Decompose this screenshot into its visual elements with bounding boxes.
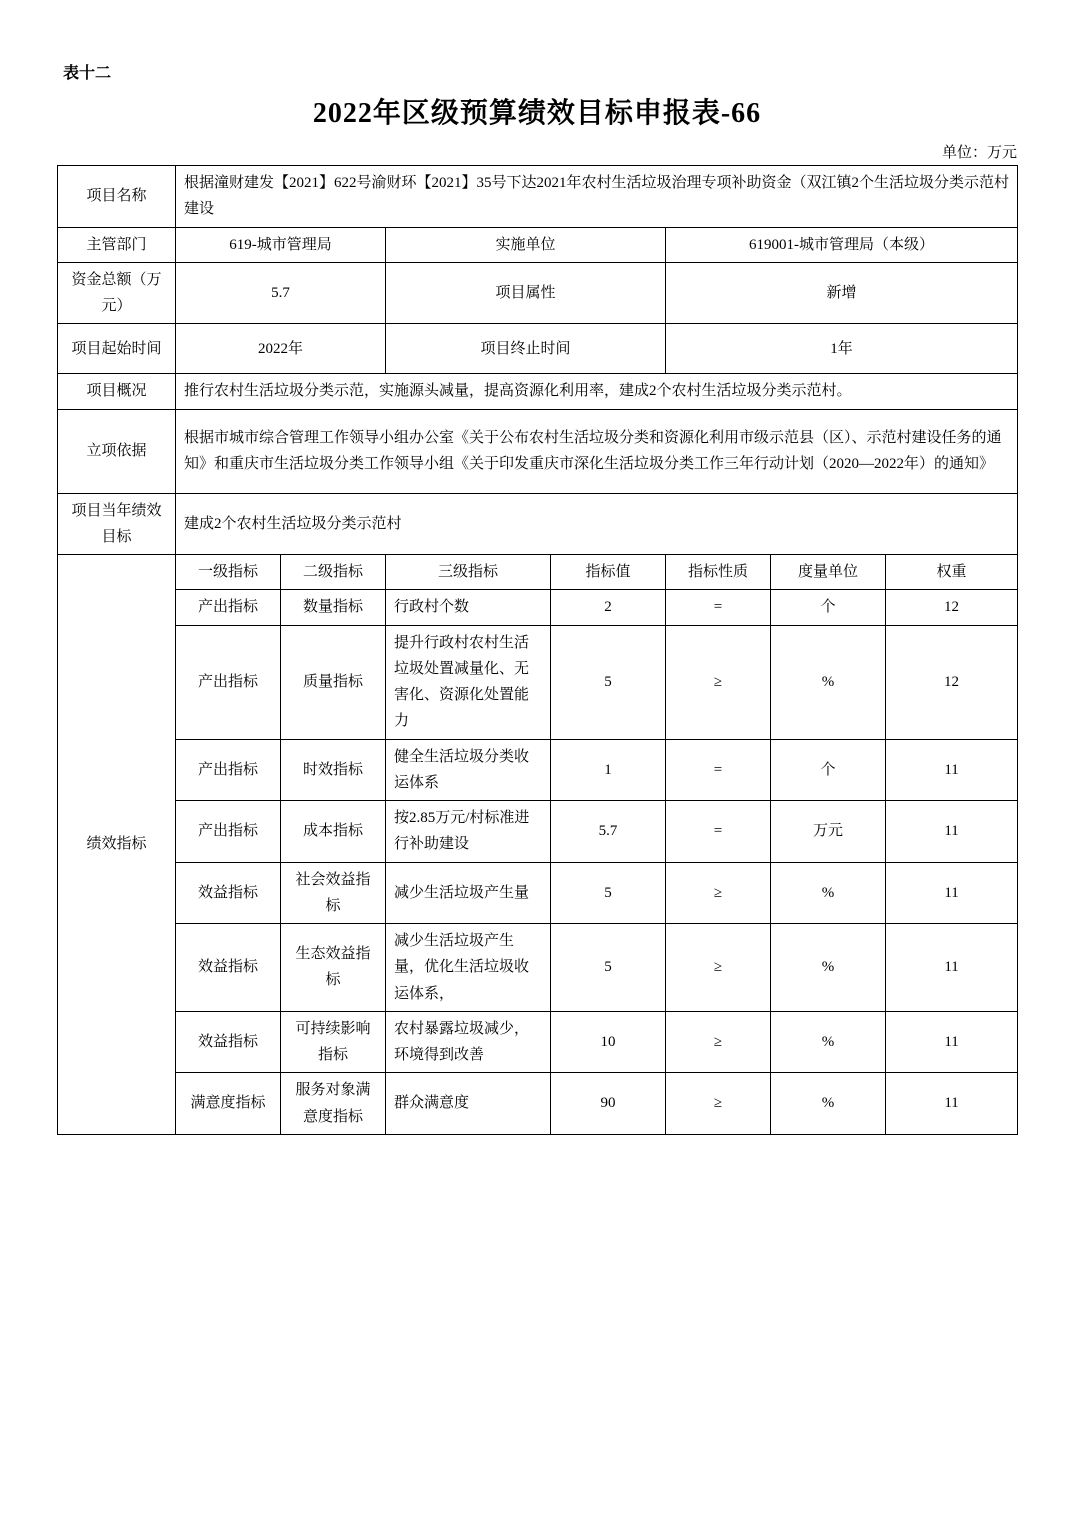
indicator-header-row [58, 555, 1018, 590]
field-value-end-time: 1年 [666, 324, 1018, 374]
indicator-cell-weight: 11 [886, 739, 1018, 801]
indicator-cell-level1: 效益指标 [176, 924, 281, 1012]
indicator-cell-unit: 个 [771, 739, 886, 801]
indicator-header-value: 指标值 [551, 555, 666, 590]
indicator-cell-value: 5 [551, 625, 666, 739]
field-label-project-name: 项目名称 [58, 166, 176, 228]
table-row [58, 324, 1018, 374]
indicator-cell-level3: 行政村个数 [386, 590, 551, 625]
field-label-amount: 资金总额（万元） [58, 262, 176, 324]
indicator-cell-value: 1 [551, 739, 666, 801]
indicator-cell-unit: 个 [771, 590, 886, 625]
indicator-cell-nature: = [666, 590, 771, 625]
field-label-overview: 项目概况 [58, 374, 176, 409]
indicator-cell-unit: % [771, 924, 886, 1012]
indicator-cell-level2: 生态效益指标 [281, 924, 386, 1012]
field-label-dept: 主管部门 [58, 227, 176, 262]
indicator-cell-level2: 可持续影响指标 [281, 1011, 386, 1073]
field-label-impl-unit: 实施单位 [386, 227, 666, 262]
indicator-cell-value: 10 [551, 1011, 666, 1073]
indicator-cell-weight: 11 [886, 1073, 1018, 1135]
indicator-header-level1: 一级指标 [176, 555, 281, 590]
indicator-cell-unit: % [771, 1073, 886, 1135]
indicator-cell-nature: ≥ [666, 862, 771, 924]
table-row [58, 227, 1018, 262]
table-row [58, 166, 1018, 228]
indicator-cell-level1: 产出指标 [176, 801, 281, 863]
indicator-cell-level3: 减少生活垃圾产生量 [386, 862, 551, 924]
indicator-cell-level3: 提升行政村农村生活垃圾处置减量化、无害化、资源化处置能力 [386, 625, 551, 739]
table-row [58, 374, 1018, 409]
table-row [58, 493, 1018, 555]
indicator-cell-unit: % [771, 1011, 886, 1073]
indicator-row [58, 801, 1018, 863]
field-value-overview: 推行农村生活垃圾分类示范，实施源头减量，提高资源化利用率，建成2个农村生活垃圾分类示范村。 [176, 374, 1018, 409]
indicator-row [58, 924, 1018, 1012]
field-label-basis: 立项依据 [58, 409, 176, 493]
indicator-header-unit: 度量单位 [771, 555, 886, 590]
field-value-attribute: 新增 [666, 262, 1018, 324]
field-label-annual-goal: 项目当年绩效目标 [58, 493, 176, 555]
indicator-header-nature: 指标性质 [666, 555, 771, 590]
field-value-impl-unit: 619001-城市管理局（本级） [666, 227, 1018, 262]
table-row [58, 262, 1018, 324]
indicator-cell-level3: 群众满意度 [386, 1073, 551, 1135]
indicator-cell-level3: 减少生活垃圾产生量，优化生活垃圾收运体系， [386, 924, 551, 1012]
indicator-cell-weight: 12 [886, 590, 1018, 625]
field-label-attribute: 项目属性 [386, 262, 666, 324]
indicator-cell-weight: 12 [886, 625, 1018, 739]
field-value-dept: 619-城市管理局 [176, 227, 386, 262]
indicator-cell-level1: 满意度指标 [176, 1073, 281, 1135]
indicator-cell-weight: 11 [886, 862, 1018, 924]
indicator-cell-weight: 11 [886, 1011, 1018, 1073]
field-value-amount: 5.7 [176, 262, 386, 324]
field-label-indicators: 绩效指标 [58, 555, 176, 1135]
indicator-cell-nature: ≥ [666, 1073, 771, 1135]
indicator-cell-level2: 社会效益指标 [281, 862, 386, 924]
field-label-end-time: 项目终止时间 [386, 324, 666, 374]
indicator-cell-value: 5 [551, 924, 666, 1012]
indicator-cell-level3: 农村暴露垃圾减少，环境得到改善 [386, 1011, 551, 1073]
indicator-cell-weight: 11 [886, 801, 1018, 863]
indicator-cell-value: 5.7 [551, 801, 666, 863]
indicator-cell-level1: 效益指标 [176, 862, 281, 924]
indicator-cell-level1: 产出指标 [176, 739, 281, 801]
indicator-cell-level3: 按2.85万元/村标准进行补助建设 [386, 801, 551, 863]
indicator-cell-nature: ≥ [666, 625, 771, 739]
indicator-cell-level2: 时效指标 [281, 739, 386, 801]
indicator-header-level3: 三级指标 [386, 555, 551, 590]
unit-note: 单位：万元 [941, 145, 1017, 161]
indicator-cell-weight: 11 [886, 924, 1018, 1012]
page-title: 2022年区级预算绩效目标申报表-66 [312, 98, 762, 129]
indicator-cell-nature: = [666, 801, 771, 863]
indicator-cell-value: 2 [551, 590, 666, 625]
indicator-cell-level2: 成本指标 [281, 801, 386, 863]
indicator-cell-nature: = [666, 739, 771, 801]
indicator-cell-level2: 质量指标 [281, 625, 386, 739]
indicator-header-level2: 二级指标 [281, 555, 386, 590]
indicator-cell-value: 5 [551, 862, 666, 924]
indicator-row [58, 1011, 1018, 1073]
indicator-cell-level1: 产出指标 [176, 625, 281, 739]
indicator-cell-level1: 效益指标 [176, 1011, 281, 1073]
indicator-cell-unit: % [771, 862, 886, 924]
indicator-cell-level2: 数量指标 [281, 590, 386, 625]
indicator-row [58, 590, 1018, 625]
indicator-row [58, 739, 1018, 801]
budget-performance-form [57, 165, 1018, 1135]
indicator-row [58, 1073, 1018, 1135]
indicator-header-weight: 权重 [886, 555, 1018, 590]
indicator-cell-unit: 万元 [771, 801, 886, 863]
field-value-annual-goal: 建成2个农村生活垃圾分类示范村 [176, 493, 1018, 555]
indicator-row [58, 862, 1018, 924]
table-row [58, 409, 1018, 493]
indicator-cell-level1: 产出指标 [176, 590, 281, 625]
indicator-cell-value: 90 [551, 1073, 666, 1135]
indicator-cell-level2: 服务对象满意度指标 [281, 1073, 386, 1135]
indicator-cell-level3: 健全生活垃圾分类收运体系 [386, 739, 551, 801]
indicator-cell-unit: % [771, 625, 886, 739]
corner-label: 表十二 [63, 65, 112, 82]
field-value-project-name: 根据潼财建发【2021】622号渝财环【2021】35号下达2021年农村生活垃圾治理专项补助资金（双江镇2个生活垃圾分类示范村建设 [176, 166, 1018, 228]
indicator-cell-nature: ≥ [666, 1011, 771, 1073]
indicator-row [58, 625, 1018, 739]
field-value-start-time: 2022年 [176, 324, 386, 374]
field-value-basis: 根据市城市综合管理工作领导小组办公室《关于公布农村生活垃圾分类和资源化利用市级示范县（区）、示范村建设任务的通知》和重庆市生活垃圾分类工作领导小组《关于印发重庆市深化生活垃圾分类工作三年行动计划（2020—2022年）的通知》 [176, 409, 1018, 493]
field-label-start-time: 项目起始时间 [58, 324, 176, 374]
indicator-cell-nature: ≥ [666, 924, 771, 1012]
